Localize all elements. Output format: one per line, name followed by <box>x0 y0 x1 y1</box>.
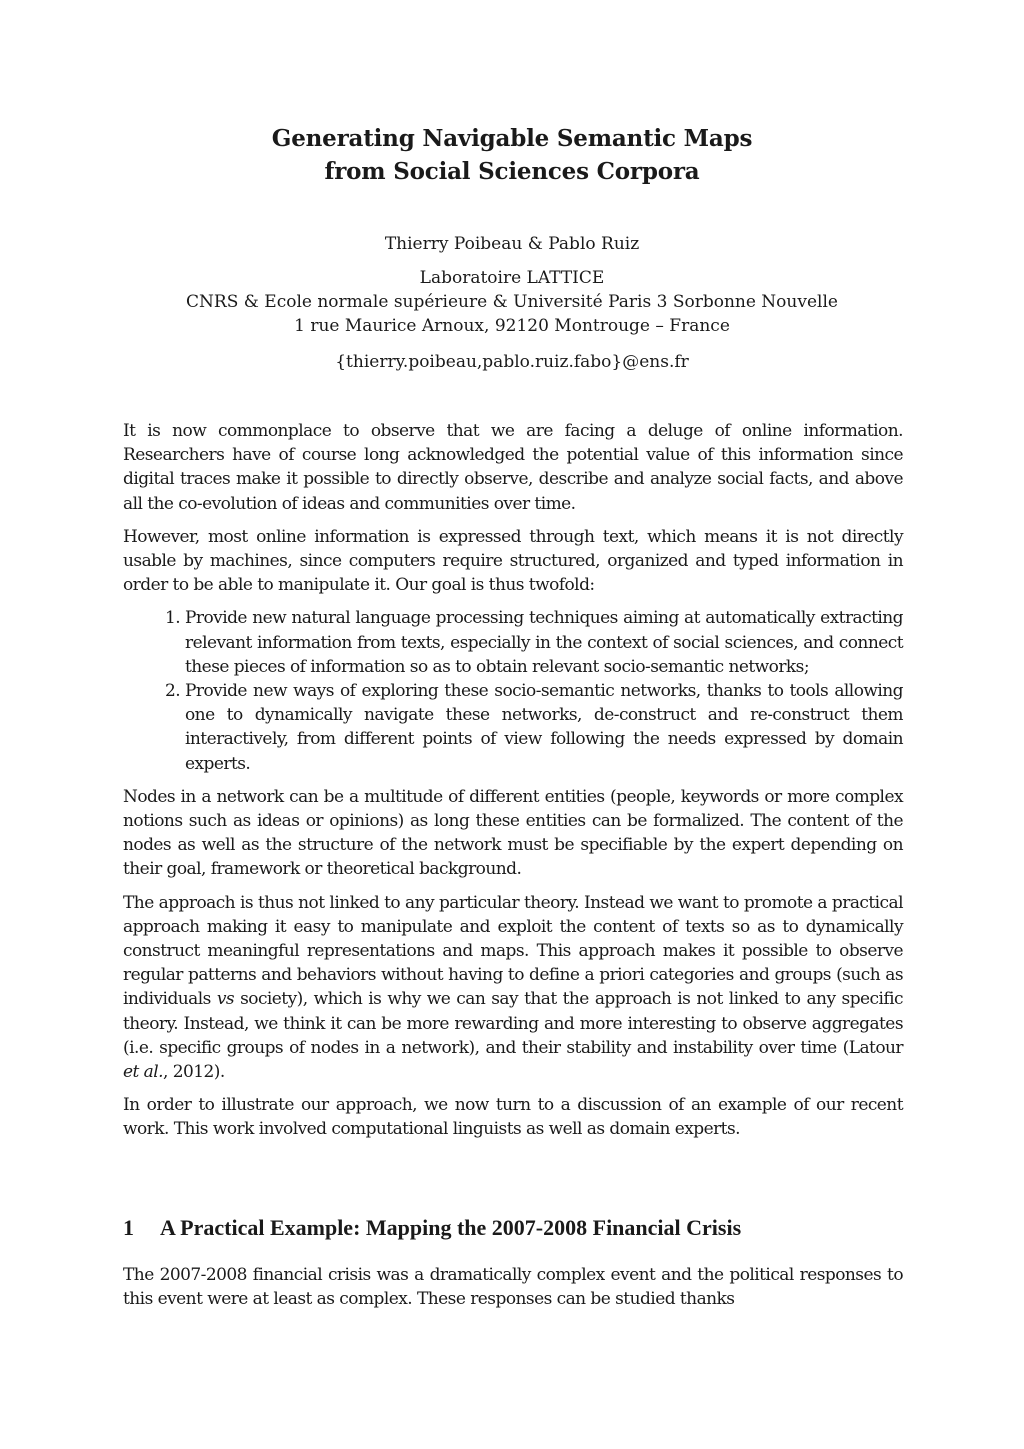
section-title: A Practical Example: Mapping the 2007-2008 Financial Crisis <box>160 1215 742 1240</box>
paragraph-1: It is now commonplace to observe that we are facing a deluge of online information. Researchers have of course long acknowledged the potential value of this information since digital traces make it possible to directly observe, describe and analyze social facts, and above all the co-evolution of ideas and communities over time. <box>123 421 903 514</box>
paragraph-3: Nodes in a network can be a multitude of different entities (people, keywords or more complex notions such as ideas or opinions) as long these entities can be formalized. The content of the nodes as well as the structure of the network must be specifiable by the expert depending on their goal, framework or theoretical background. <box>123 786 903 880</box>
affiliation-line-1: Laboratoire LATTICE <box>419 268 605 288</box>
section-body <box>123 1263 903 1311</box>
paper-title <box>0 122 1024 188</box>
vs-italic: vs <box>216 989 235 1010</box>
paragraph-5: In order to illustrate our approach, we now turn to a discussion of an example of our recent work. This work involved computational linguists as well as domain experts. <box>123 1095 903 1140</box>
affiliation-line-2: CNRS & Ecole normale supérieure & Université Paris 3 Sorbonne Nouvelle <box>186 292 838 312</box>
abstract-body <box>123 419 903 1151</box>
paragraph-4: The approach is thus not linked to any particular theory. Instead we want to promote a practical approach making it easy to manipulate and exploit the content of texts so as to dynamically construct meaningful representations and maps. This approach makes it possible to observe regular patterns and behaviors without having to define a priori categories and groups (such as individuals vs society), which is why we can say that the approach is not linked to any specific theory. Instead, we think it can be more rewarding and more interesting to observe aggregates (i.e. specific groups of nodes in a network), and their stability and instability over time (Latour et al., 2012). <box>123 892 903 1083</box>
title-line-1: Generating Navigable Semantic Maps <box>271 125 753 152</box>
section-number: 1 <box>123 1215 134 1240</box>
section-paragraph-1: The 2007-2008 financial crisis was a dramatically complex event and the political responses to this event were at least as complex. These responses can be studied thanks <box>123 1265 903 1310</box>
affiliation <box>0 266 1024 338</box>
et-al-italic: et al. <box>123 1062 163 1083</box>
goals-list <box>123 606 903 775</box>
authors: Thierry Poibeau & Pablo Ruiz <box>384 234 640 254</box>
goals-list-item-2: 2. Provide new ways of exploring these socio-semantic networks, thanks to tools allowing one to dynamically navigate these networks, de-construct and re-construct them interactively, from different points of view following the needs expressed by domain experts. <box>185 679 903 776</box>
goals-list-item-1: 1. Provide new natural language processing techniques aiming at automatically extracting relevant information from texts, especially in the context of social sciences, and connect these pieces of information so as to obtain relevant socio-semantic networks; <box>185 606 903 679</box>
section-heading <box>123 1213 903 1243</box>
author-emails: {thierry.poibeau,pablo.ruiz.fabo}@ens.fr <box>335 352 689 372</box>
title-line-2: from Social Sciences Corpora <box>324 158 700 185</box>
affiliation-line-3: 1 rue Maurice Arnoux, 92120 Montrouge – France <box>294 316 730 336</box>
paragraph-2: However, most online information is expressed through text, which means it is not directly usable by machines, since computers require structured, organized and typed information in order to be able to manipulate it. Our goal is thus twofold: <box>123 526 903 596</box>
